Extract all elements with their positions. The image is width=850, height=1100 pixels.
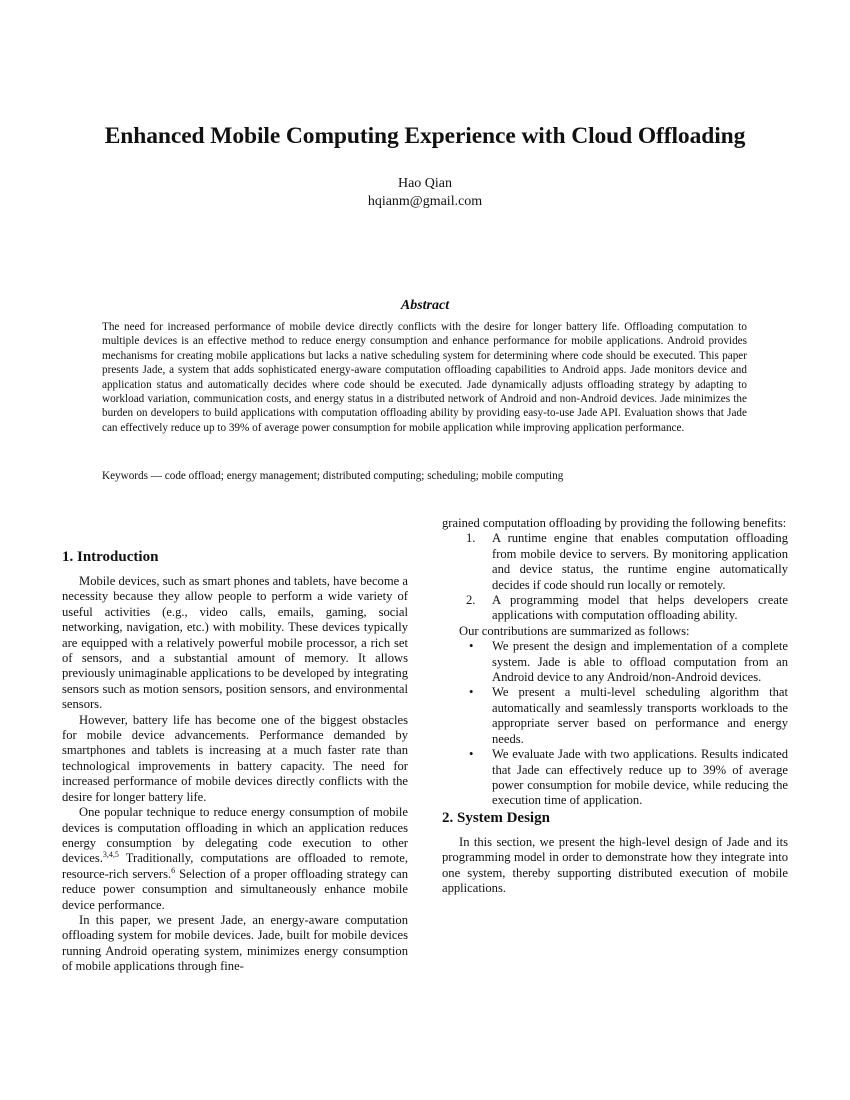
list-item-text: We present a multi-level scheduling algorithm that automatically and seamlessly transports workloads to the appropriate server based on performance and energy needs. — [492, 685, 788, 746]
list-item-text: We present the design and implementation of a complete system. Jade is able to offload computation from an Android device to any Android/non-Android devices. — [492, 639, 788, 685]
intro-paragraph-3-part-c: Selection of a proper offloading strategy can reduce power consumption and simultaneously enhance mobile device performance. — [62, 866, 408, 912]
list-number: 2. — [466, 593, 476, 608]
system-design-paragraph-1: In this section, we present the high-level design of Jade and its programming model in order to demonstrate how they integrate into one system, thereby supporting distributed execution of mobile applications. — [442, 834, 788, 895]
intro-paragraph-4: In this paper, we present Jade, an energy-aware computation offloading system for mobile devices. Jade, built for mobile devices running Android operating system, minimizes energy consumption of mobile applications through fine- — [62, 912, 408, 974]
contributions-list — [442, 639, 788, 808]
citation-superscript: 6 — [171, 865, 176, 875]
contributions-intro: Our contributions are summarized as follows: — [459, 623, 690, 638]
list-item — [442, 685, 788, 747]
list-item-text: We evaluate Jade with two applications. Results indicated that Jade can effectively reduce up to 39% of average power consumption for mobile device, while reducing the execution time of application. — [492, 747, 788, 808]
abstract-text: The need for increased performance of mobile device directly conflicts with the desire for longer battery life. Offloading computation to multiple devices is an effective method to reduce energy consumption and enhance performance for mobile applications. Android provides mechanisms for creating mobile applications but lacks a native scheduling system for determining where code should be executed. This paper presents Jade, a system that adds sophisticated energy-aware computation offloading capabilities to Android apps. Jade monitors device and application status and automatically decides where code should be executed. Jade dynamically adjusts offloading strategy by adapting to workload variation, communication costs, and energy status in a distributed network of Android and non-Android devices. Jade minimizes the burden on developers to build applications with computation offloading ability by providing easy-to-use Jade API. Evaluation shows that Jade can effectively reduce up to 39% of average power consumption for mobile application while improving application performance. — [102, 321, 747, 434]
left-column — [62, 548, 408, 975]
intro-paragraph-1: Mobile devices, such as smart phones and tablets, have become a necessity because they allow people to perform a wide variety of useful activities (e.g., video calls, emails, gaming, social networking, navigation, etc.) with mobility. These devices typically are equipped with a relatively powerful mobile processor, a rich set of sensors, and a substantial amount of memory. It allows previously unimaginable applications to be developed by integrating sensors such as motion sensors, position sensors, and environmental sensors. — [62, 574, 408, 712]
intro-continuation: grained computation offloading by providing the following benefits: — [442, 516, 787, 530]
list-item-text: A programming model that helps developers create applications with computation offloading ability. — [492, 593, 788, 623]
section-heading-system-design: 2. System Design — [442, 809, 550, 826]
intro-paragraph-3-part-b: Traditionally, computations are offloaded to remote, resource-rich servers. — [62, 851, 408, 881]
list-item-text: A runtime engine that enables computation offloading from mobile device to servers. By monitoring application and device status, the runtime engine automatically decides if code should run locally or remotely. — [492, 531, 788, 592]
list-item — [442, 531, 788, 593]
bullet-icon: • — [469, 685, 474, 700]
right-column — [442, 516, 788, 896]
benefits-list — [442, 531, 788, 623]
abstract-heading: Abstract — [400, 298, 450, 313]
citation-superscript: 3,4,5 — [102, 850, 119, 860]
list-item — [442, 747, 788, 809]
intro-paragraph-3-part-a: One popular technique to reduce energy consumption of mobile devices is computation offloading in which an application reduces energy consumption by delegating code execution to other devices. — [62, 805, 408, 866]
list-item — [442, 639, 788, 685]
intro-paragraph-3 — [62, 805, 408, 913]
keywords: Keywords — code offload; energy management; distributed computing; scheduling; mobile computing — [102, 470, 564, 482]
list-number: 1. — [466, 531, 476, 546]
bullet-icon: • — [469, 639, 474, 654]
author-email: hqianm@gmail.com — [367, 194, 483, 209]
section-heading-introduction: 1. Introduction — [62, 549, 159, 565]
paper-title: Enhanced Mobile Computing Experience with Cloud Offloading — [104, 123, 746, 149]
bullet-icon: • — [469, 747, 474, 762]
list-item — [442, 593, 788, 624]
author-name: Hao Qian — [397, 176, 453, 191]
intro-paragraph-2: However, battery life has become one of the biggest obstacles for mobile device advancements. Performance demanded by smartphones and tablets is increasing at a much faster rate than technological improvements in battery capacity. The need for increased performance of mobile devices directly conflicts with the desire for longer battery life. — [62, 712, 408, 804]
